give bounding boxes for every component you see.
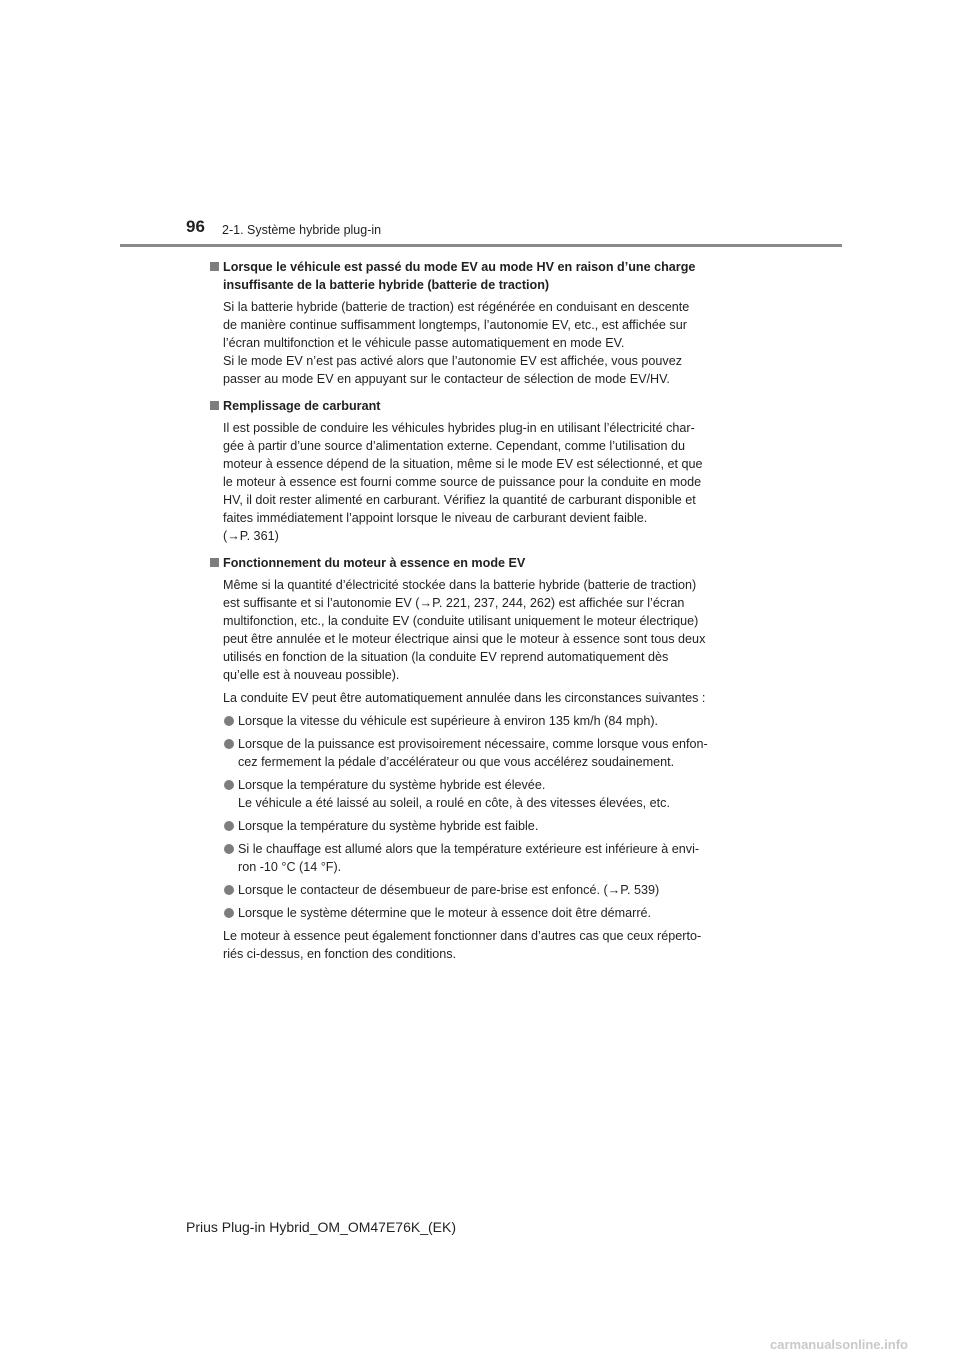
text-line: Le moteur à essence peut également fonctionner dans d’autres cas que ceux réperto- (223, 929, 702, 943)
text-line: de manière continue suffisamment longtemps, l’autonomie EV, etc., est affichée sur (223, 318, 687, 332)
list-item (210, 881, 746, 899)
text-line: peut être annulée et le moteur électrique ainsi que le moteur à essence sont tous deux (223, 632, 706, 646)
list-item (210, 735, 746, 771)
circle-bullet-icon (224, 885, 234, 895)
circle-bullet-icon (224, 908, 234, 918)
paragraph (210, 576, 746, 684)
text-line: HV, il doit rester alimenté en carburant. Vérifiez la quantité de carburant disponible et (223, 493, 696, 507)
list-item (210, 840, 746, 876)
circle-bullet-icon (224, 780, 234, 790)
section-heading (210, 397, 746, 415)
watermark: carmanualsonline.info (770, 1337, 908, 1352)
square-bullet-icon (210, 262, 219, 271)
list-item (210, 817, 746, 835)
section-heading (210, 554, 746, 572)
square-bullet-icon (210, 558, 219, 567)
text-line: Lorsque la vitesse du véhicule est supérieure à environ 135 km/h (84 mph). (238, 714, 659, 728)
list-item (210, 776, 746, 812)
text-line: Même si la quantité d’électricité stockée dans la batterie hybride (batterie de traction) (223, 578, 697, 592)
text-line: moteur à essence dépend de la situation, même si le mode EV est sélectionné, et que (223, 457, 703, 471)
text-line: ron -10 °C (14 °F). (238, 860, 342, 874)
paragraph (210, 298, 746, 388)
text-line: Lorsque le contacteur de désembueur de pare-brise est enfoncé. (→P. 539) (238, 883, 660, 897)
circle-bullet-icon (224, 844, 234, 854)
paragraph (210, 419, 746, 545)
text-line: Il est possible de conduire les véhicules hybrides plug-in en utilisant l’électricité char- (223, 421, 695, 435)
text-line: Lorsque la température du système hybride est faible. (238, 819, 539, 833)
text-line: Lorsque de la puissance est provisoirement nécessaire, comme lorsque vous enfon- (238, 737, 708, 751)
page-reference[interactable]: (→P. 361) (223, 529, 279, 543)
list-item (210, 712, 746, 730)
paragraph (210, 927, 746, 963)
page-content (210, 254, 746, 963)
text-line: cez fermement la pédale d’accélérateur ou que vous accélérez soudainement. (238, 755, 675, 769)
text-line: riés ci-dessus, en fonction des conditions. (223, 947, 457, 961)
circle-bullet-icon (224, 716, 234, 726)
circle-bullet-icon (224, 821, 234, 831)
square-bullet-icon (210, 401, 219, 410)
heading-line: insuffisante de la batterie hybride (batterie de traction) (223, 278, 550, 292)
section-title: 2-1. Système hybride plug-in (222, 223, 382, 237)
text-line: Le véhicule a été laissé au soleil, a roulé en côte, à des vitesses élevées, etc. (238, 796, 670, 810)
section-heading (210, 258, 746, 294)
text-line: faites immédiatement l’appoint lorsque le niveau de carburant devient faible. (223, 511, 648, 525)
text-line: Si le chauffage est allumé alors que la température extérieure est inférieure à envi- (238, 842, 700, 856)
heading-line: Fonctionnement du moteur à essence en mode EV (223, 556, 526, 570)
text-line: La conduite EV peut être automatiquement annulée dans les circonstances suivantes : (223, 691, 706, 705)
text-line: Lorsque la température du système hybride est élevée. (238, 778, 546, 792)
text-line: utilisés en fonction de la situation (la conduite EV reprend automatiquement dès (223, 650, 669, 664)
text-line: Lorsque le système détermine que le moteur à essence doit être démarré. (238, 906, 652, 920)
heading-line: Remplissage de carburant (223, 399, 381, 413)
text-line: gée à partir d’une source d’alimentation externe. Cependant, comme l’utilisation du (223, 439, 686, 453)
header-rule (120, 244, 842, 247)
list-item (210, 904, 746, 922)
text-line: le moteur à essence est fourni comme source de puissance pour la conduite en mode (223, 475, 702, 489)
text-line: Si le mode EV n’est pas activé alors que l’autonomie EV est affichée, vous pouvez (223, 354, 683, 368)
page-number: 96 (186, 217, 205, 236)
heading-line: Lorsque le véhicule est passé du mode EV au mode HV en raison d’une charge (223, 260, 696, 274)
footer-document-id: Prius Plug-in Hybrid_OM_OM47E76K_(EK) (186, 1219, 456, 1235)
text-line: est suffisante et si l’autonomie EV (→P. 221, 237, 244, 262) est affichée sur l’écran (223, 596, 685, 610)
text-line: passer au mode EV en appuyant sur le contacteur de sélection de mode EV/HV. (223, 372, 670, 386)
circle-bullet-icon (224, 739, 234, 749)
text-line: l’écran multifonction et le véhicule passe automatiquement en mode EV. (223, 336, 625, 350)
text-line: qu’elle est à nouveau possible). (223, 668, 400, 682)
text-line: multifonction, etc., la conduite EV (conduite utilisant uniquement le moteur électrique) (223, 614, 699, 628)
text-line: Si la batterie hybride (batterie de traction) est régénérée en conduisant en descente (223, 300, 690, 314)
paragraph (210, 689, 746, 707)
